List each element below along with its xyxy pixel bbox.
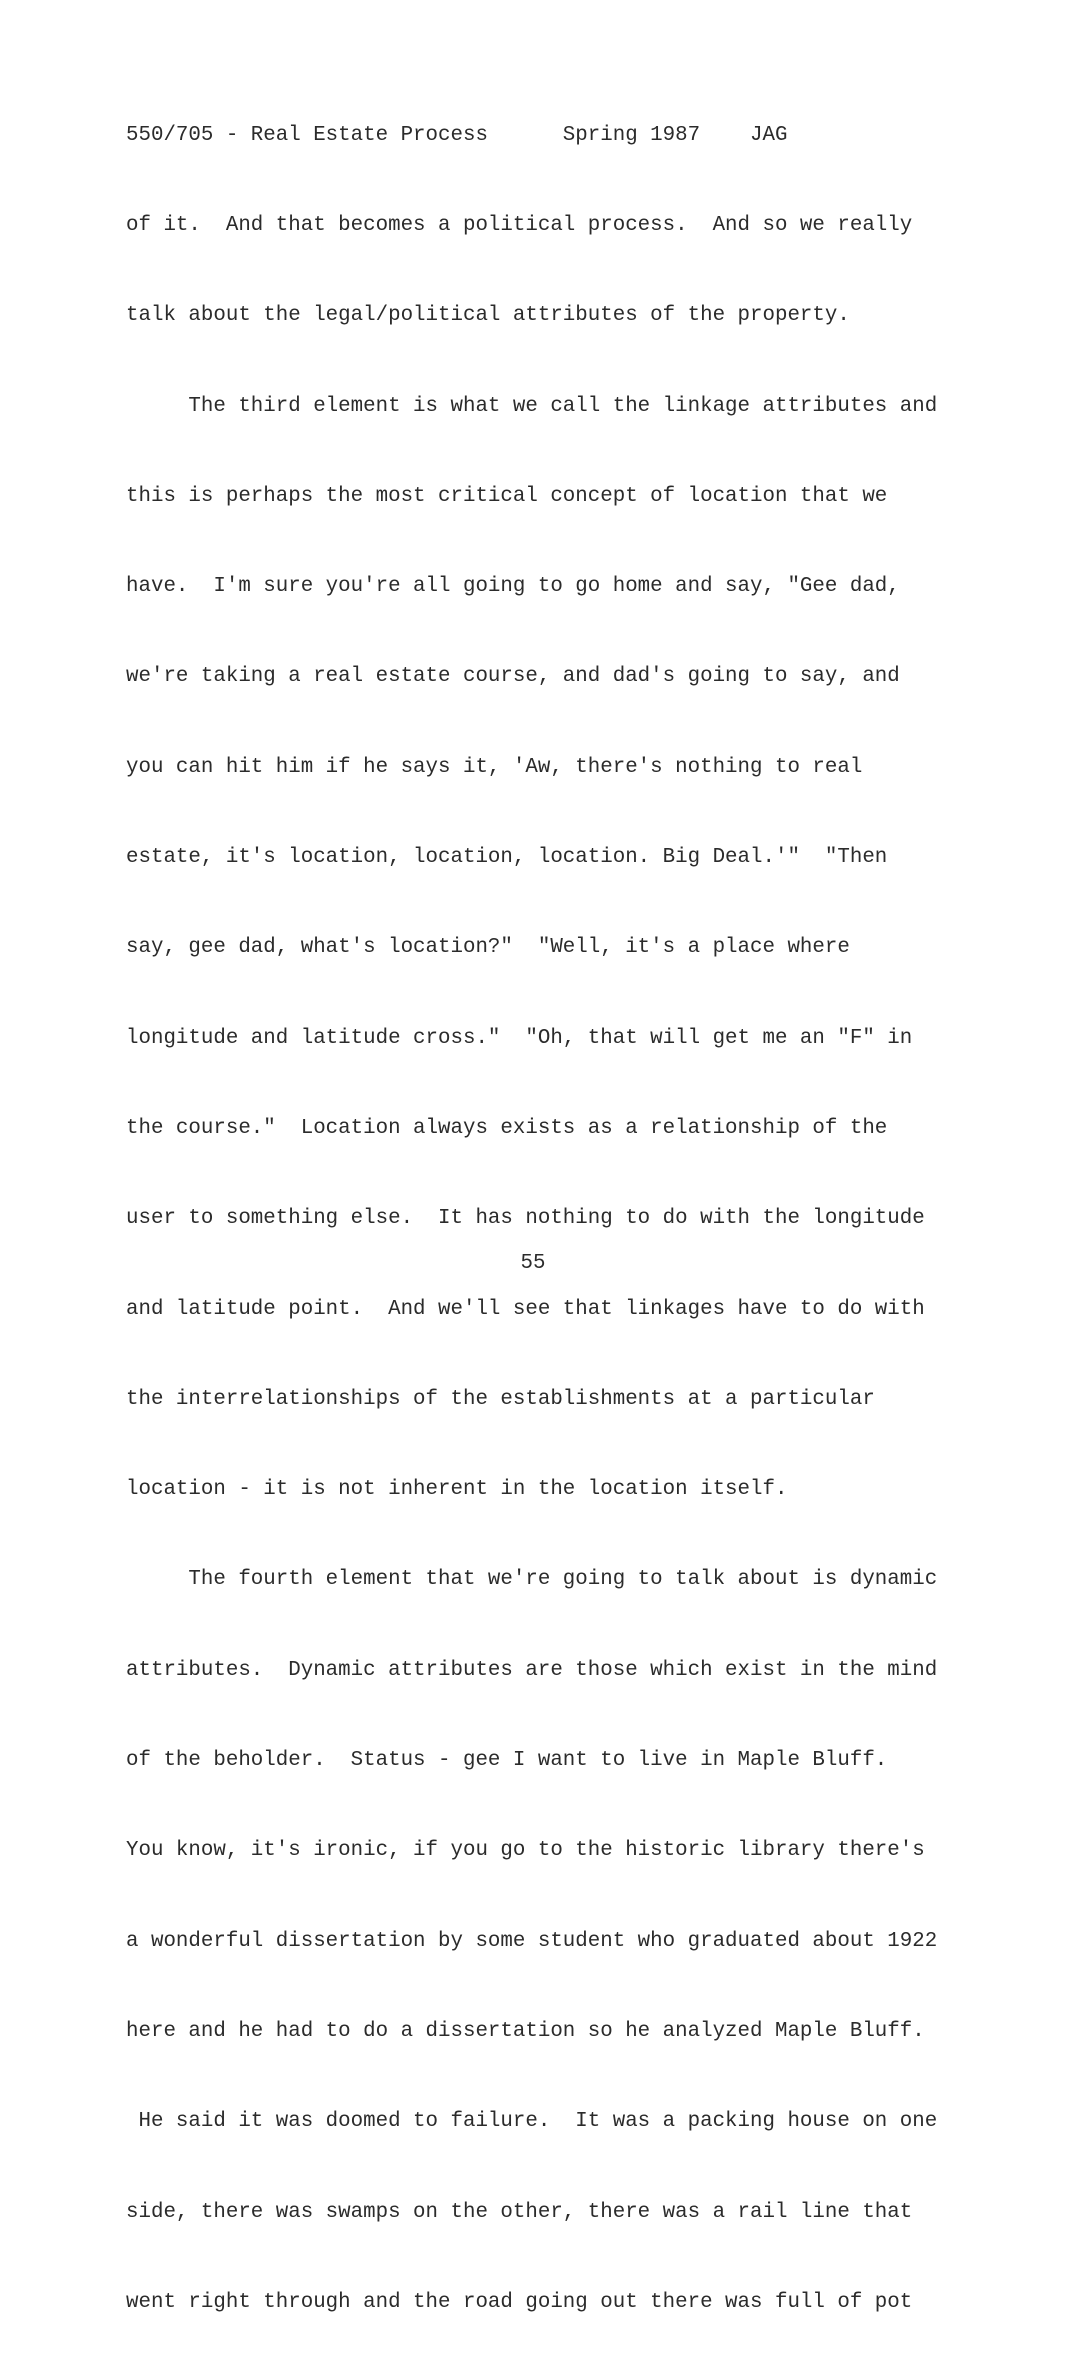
- text-line: the course." Location always exists as a relationship of the: [126, 1116, 888, 1140]
- text-line: side, there was swamps on the other, there was a rail line that: [126, 2200, 913, 2224]
- text-line: The fourth element that we're going to talk about is dynamic: [126, 1568, 938, 1592]
- text-line: attributes. Dynamic attributes are those which exist in the mind: [126, 1658, 938, 1682]
- text-line: location - it is not inherent in the location itself.: [126, 1478, 788, 1502]
- text-line: He said it was doomed to failure. It was a packing house on one: [126, 2110, 938, 2134]
- text-line: here and he had to do a dissertation so he analyzed Maple Bluff.: [126, 2019, 925, 2043]
- text-line: of the beholder. Status - gee I want to live in Maple Bluff.: [126, 1749, 888, 1773]
- text-line: a wonderful dissertation by some student who graduated about 1922: [126, 1929, 938, 1953]
- text-line: say, gee dad, what's location?" "Well, it's a place where: [126, 936, 850, 960]
- text-line: of it. And that becomes a political process. And so we really: [126, 214, 913, 237]
- text-line: the interrelationships of the establishments at a particular: [126, 1387, 875, 1411]
- text-line: The third element is what we call the linkage attributes and: [126, 394, 938, 418]
- text-line: we're taking a real estate course, and dad's going to say, and: [126, 665, 900, 689]
- text-line: you can hit him if he says it, 'Aw, there's nothing to real: [126, 755, 863, 779]
- text-line: longitude and latitude cross." "Oh, that will get me an "F" in: [126, 1026, 913, 1050]
- text-line: estate, it's location, location, location. Big Deal.'" "Then: [126, 846, 888, 870]
- text-line: talk about the legal/political attributes of the property.: [126, 304, 850, 328]
- text-line: and latitude point. And we'll see that linkages have to do with: [126, 1297, 925, 1321]
- text-line: this is perhaps the most critical concept of location that we: [126, 484, 888, 508]
- text-line: user to something else. It has nothing to do with the longitude: [126, 1207, 925, 1231]
- text-line: went right through and the road going out there was full of pot: [126, 2290, 913, 2314]
- page-header: 550/705 - Real Estate Process Spring 1987 JAG: [126, 124, 788, 147]
- page-number: 55: [520, 1252, 546, 1275]
- text-line: have. I'm sure you're all going to go home and say, "Gee dad,: [126, 575, 900, 599]
- text-line: You know, it's ironic, if you go to the historic library there's: [126, 1839, 925, 1863]
